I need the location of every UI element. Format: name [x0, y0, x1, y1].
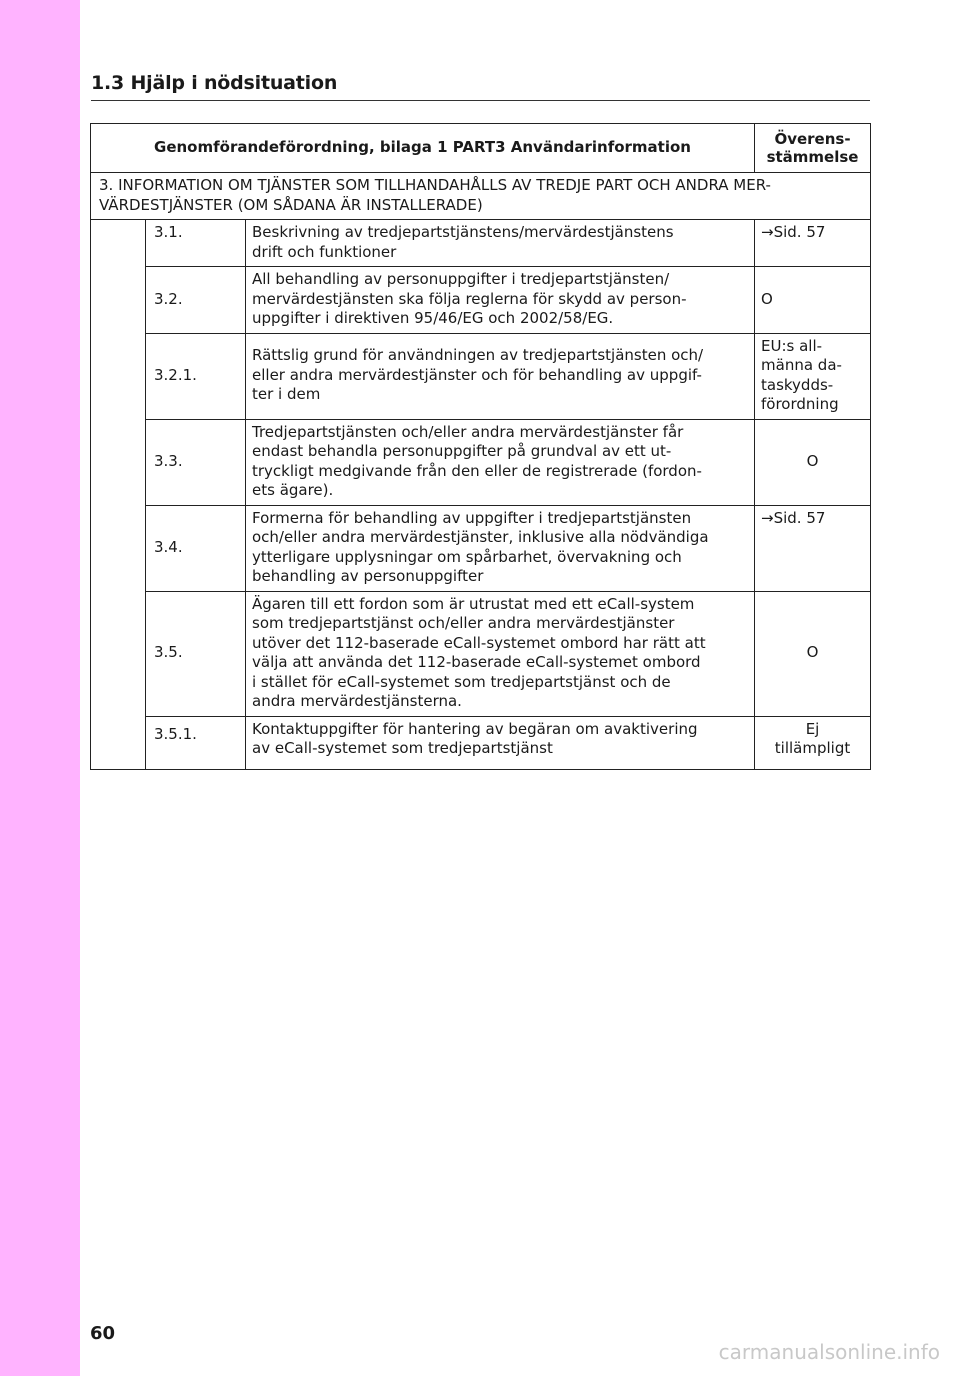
page-number: 60 — [90, 1323, 116, 1344]
row-number: 3.5.1. — [146, 716, 246, 769]
row-number: 3.5. — [146, 591, 246, 716]
header-description: Genomförandeförordning, bilaga 1 PART3 Användarinformation — [91, 124, 755, 173]
row-compliance: O — [755, 419, 871, 505]
section-heading: 1.3 Hjälp i nödsituation — [91, 72, 870, 101]
row-compliance: O — [755, 267, 871, 334]
section-row-text: 3. INFORMATION OM TJÄNSTER SOM TILLHANDAHÅLLS AV TREDJE PART OCH ANDRA MER- VÄRDESTJÄNSTER (OM SÅDANA ÄR INSTALLERADE) — [91, 173, 871, 220]
watermark: carmanualsonline.info — [718, 1340, 940, 1364]
row-text: Beskrivning av tredjepartstjänstens/mervärdestjänstens drift och funktioner — [246, 220, 755, 267]
indent-cell — [91, 220, 146, 770]
table-row — [91, 220, 871, 267]
row-compliance: EU:s all- männa da- taskydds- förordning — [755, 333, 871, 419]
row-text: Formerna för behandling av uppgifter i tredjepartstjänsten och/eller andra mervärdestjänster, inklusive alla nödvändiga ytterligare upplysningar om spårbarhet, övervakning och behandling av personuppgifter — [246, 505, 755, 591]
row-number: 3.3. — [146, 419, 246, 505]
table-row — [91, 333, 871, 419]
row-number: 3.2. — [146, 267, 246, 334]
row-text: All behandling av personuppgifter i tredjepartstjänsten/ mervärdestjänsten ska följa reglerna för skydd av person- uppgifter i direktiven 95/46/EG och 2002/58/EG. — [246, 267, 755, 334]
header-compliance: Överens- stämmelse — [755, 124, 871, 173]
row-compliance: Ej tillämpligt — [755, 716, 871, 769]
row-number: 3.4. — [146, 505, 246, 591]
row-text: Tredjepartstjänsten och/eller andra mervärdestjänster får endast behandla personuppgifter på grundval av ett ut- tryckligt medgivande från den eller de registrerade (fordon- ets ägare). — [246, 419, 755, 505]
table-row — [91, 505, 871, 591]
table-row — [91, 716, 871, 769]
row-text: Ägaren till ett fordon som är utrustat med ett eCall-system som tredjepartstjänst och/eller andra mervärdestjänster utöver det 112-baserade eCall-systemet ombord har rätt att välja att använda det 112-baserade eCall-systemet ombord i stället för eCall-systemet som tredjepartstjänst och de andra mervärdestjänsterna. — [246, 591, 755, 716]
row-number: 3.2.1. — [146, 333, 246, 419]
row-text: Kontaktuppgifter för hantering av begäran om avaktivering av eCall-systemet som tredjepartstjänst — [246, 716, 755, 769]
table-header-row — [91, 124, 871, 173]
section-row — [91, 173, 871, 220]
side-color-strip — [0, 0, 80, 1376]
table-row — [91, 267, 871, 334]
row-compliance: O — [755, 591, 871, 716]
row-number: 3.1. — [146, 220, 246, 267]
row-compliance: →Sid. 57 — [755, 220, 871, 267]
row-text: Rättslig grund för användningen av tredjepartstjänsten och/ eller andra mervärdestjänster och för behandling av uppgif- ter i dem — [246, 333, 755, 419]
table-row — [91, 591, 871, 716]
user-information-table — [90, 123, 871, 770]
row-compliance: →Sid. 57 — [755, 505, 871, 591]
table-row — [91, 419, 871, 505]
